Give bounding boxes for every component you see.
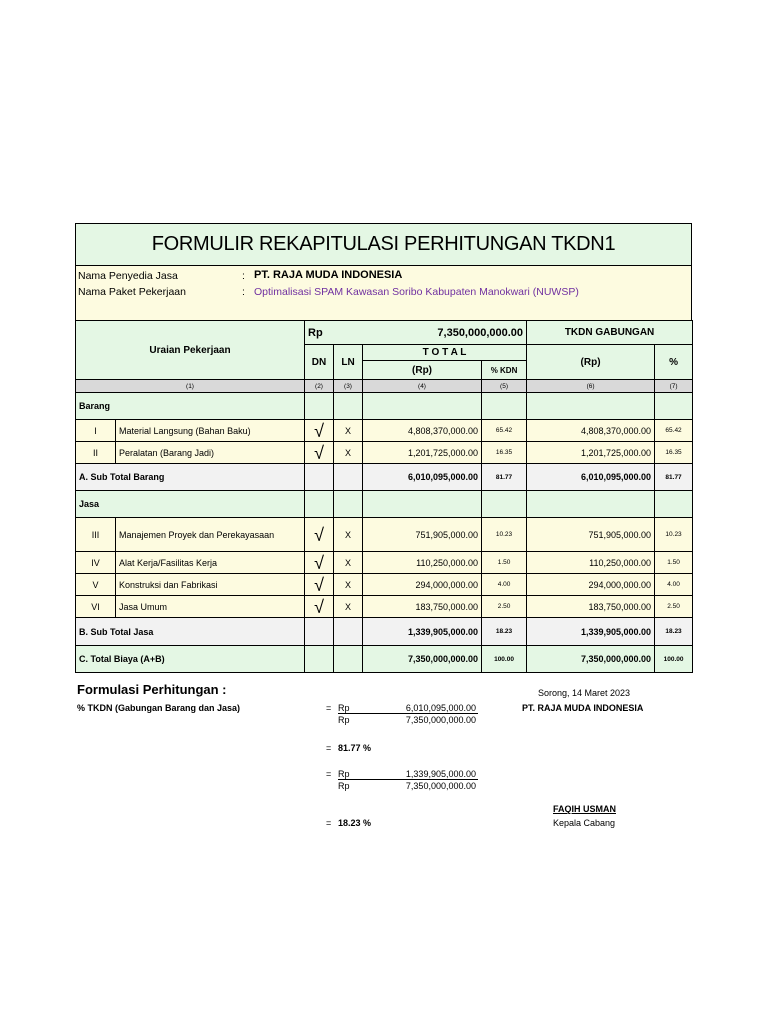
- formula-eq-2: =: [326, 743, 332, 753]
- formula-eq-3: =: [326, 769, 332, 779]
- row-total: 751,905,000.00: [363, 518, 482, 552]
- formula-num-2-line: [338, 769, 478, 780]
- row-name: Konstruksi dan Fabrikasi: [116, 574, 305, 596]
- subtotal-barang-kdn: 81.77: [482, 464, 527, 491]
- col-num-7: (7): [655, 380, 693, 393]
- header-total: T O T A L: [363, 345, 527, 361]
- col-num-4: (4): [363, 380, 482, 393]
- row-kdn: 10.23: [482, 518, 527, 552]
- package-colon: :: [242, 286, 245, 298]
- formula-num-1: 6,010,095,000.00: [405, 703, 476, 713]
- formula-eq-4: =: [326, 818, 332, 828]
- grand-total-label: C. Total Biaya (A+B): [76, 646, 305, 673]
- row-total: 1,201,725,000.00: [363, 442, 482, 464]
- tkdn-table: [75, 320, 693, 673]
- package-value: Optimalisasi SPAM Kawasan Soribo Kabupaten Manokwari (NUWSP): [254, 286, 579, 298]
- col-num-1: (1): [76, 380, 305, 393]
- formula-heading: Formulasi Perhitungan :: [77, 682, 227, 697]
- formula-den-2: 7,350,000,000.00: [405, 781, 476, 791]
- subtotal-jasa-row: [76, 618, 693, 646]
- grand-total-kdn: 100.00: [482, 646, 527, 673]
- subtotal-barang-row: [76, 464, 693, 491]
- check-icon: √: [305, 442, 334, 464]
- row-kdn: 2.50: [482, 596, 527, 618]
- row-ln: X: [334, 596, 363, 618]
- formula-rp: Rp: [338, 715, 350, 725]
- table-row: [76, 574, 693, 596]
- formula-num-2: 1,339,905,000.00: [405, 769, 476, 779]
- row-kdn: 16.35: [482, 442, 527, 464]
- header-kdn: % KDN: [482, 361, 527, 380]
- check-icon: √: [305, 552, 334, 574]
- col-num-2: (2): [305, 380, 334, 393]
- header-dn: DN: [305, 345, 334, 380]
- row-gab-pct: 16.35: [655, 442, 693, 464]
- col-num-5: (5): [482, 380, 527, 393]
- row-no: IV: [76, 552, 116, 574]
- col-num-6: (6): [527, 380, 655, 393]
- row-gab-rp: 751,905,000.00: [527, 518, 655, 552]
- col-num-3: (3): [334, 380, 363, 393]
- subtotal-jasa-gab-rp: 1,339,905,000.00: [527, 618, 655, 646]
- row-no: V: [76, 574, 116, 596]
- row-gab-pct: 1.50: [655, 552, 693, 574]
- signature-company: PT. RAJA MUDA INDONESIA: [522, 703, 644, 713]
- row-gab-rp: 183,750,000.00: [527, 596, 655, 618]
- info-section: [75, 265, 692, 320]
- header-rp: Rp: [305, 321, 334, 345]
- header-gab-pct: %: [655, 345, 693, 380]
- provider-value: PT. RAJA MUDA INDONESIA: [254, 269, 403, 281]
- formula-res-2: 18.23 %: [338, 818, 372, 828]
- row-kdn: 65.42: [482, 420, 527, 442]
- row-total: 294,000,000.00: [363, 574, 482, 596]
- section-barang: Barang: [76, 393, 305, 420]
- row-gab-pct: 4.00: [655, 574, 693, 596]
- row-gab-rp: 1,201,725,000.00: [527, 442, 655, 464]
- row-total: 183,750,000.00: [363, 596, 482, 618]
- signature-position: Kepala Cabang: [553, 818, 616, 828]
- formula-num-1-line: [338, 703, 478, 714]
- table-row: [76, 420, 693, 442]
- row-gab-rp: 294,000,000.00: [527, 574, 655, 596]
- subtotal-jasa-label: B. Sub Total Jasa: [76, 618, 305, 646]
- row-name: Peralatan (Barang Jadi): [116, 442, 305, 464]
- header-tkdn-gabungan: TKDN GABUNGAN: [527, 321, 693, 345]
- header-uraian: Uraian Pekerjaan: [76, 321, 305, 380]
- row-no: II: [76, 442, 116, 464]
- check-icon: √: [305, 420, 334, 442]
- row-name: Alat Kerja/Fasilitas Kerja: [116, 552, 305, 574]
- formula-rp: Rp: [338, 769, 350, 779]
- grand-total-gab-rp: 7,350,000,000.00: [527, 646, 655, 673]
- provider-colon: :: [242, 270, 245, 282]
- header-rp-total: 7,350,000,000.00: [334, 321, 527, 345]
- check-icon: √: [305, 518, 334, 552]
- table-row: [76, 518, 693, 552]
- formula-rp: Rp: [338, 781, 350, 791]
- row-name: Material Langsung (Bahan Baku): [116, 420, 305, 442]
- subtotal-jasa-total: 1,339,905,000.00: [363, 618, 482, 646]
- section-jasa: Jasa: [76, 491, 305, 518]
- row-gab-rp: 4,808,370,000.00: [527, 420, 655, 442]
- provider-label: Nama Penyedia Jasa: [78, 270, 178, 282]
- package-label: Nama Paket Pekerjaan: [78, 286, 186, 298]
- check-icon: √: [305, 574, 334, 596]
- signature-place-date: Sorong, 14 Maret 2023: [538, 688, 631, 698]
- table-row: [76, 442, 693, 464]
- signature-name: FAQIH USMAN: [553, 804, 616, 814]
- formula-rp: Rp: [338, 703, 350, 713]
- row-ln: X: [334, 442, 363, 464]
- tkdn-form: [75, 223, 692, 673]
- row-kdn: 4.00: [482, 574, 527, 596]
- header-gab-rp: (Rp): [527, 345, 655, 380]
- formula-eq-1: =: [326, 703, 332, 713]
- subtotal-jasa-kdn: 18.23: [482, 618, 527, 646]
- formula-den-1-line: [338, 715, 478, 725]
- row-gab-pct: 2.50: [655, 596, 693, 618]
- subtotal-jasa-gab-pct: 18.23: [655, 618, 693, 646]
- row-ln: X: [334, 420, 363, 442]
- subtotal-barang-total: 6,010,095,000.00: [363, 464, 482, 491]
- table-row: [76, 596, 693, 618]
- row-total: 110,250,000.00: [363, 552, 482, 574]
- subtotal-barang-gab-rp: 6,010,095,000.00: [527, 464, 655, 491]
- row-name: Jasa Umum: [116, 596, 305, 618]
- row-ln: X: [334, 574, 363, 596]
- subtotal-barang-gab-pct: 81.77: [655, 464, 693, 491]
- row-no: III: [76, 518, 116, 552]
- form-title: FORMULIR REKAPITULASI PERHITUNGAN TKDN1: [75, 223, 692, 265]
- row-name: Manajemen Proyek dan Perekayasaan: [116, 518, 305, 552]
- grand-total-row: [76, 646, 693, 673]
- formula-section: [75, 680, 692, 840]
- header-total-rp: (Rp): [363, 361, 482, 380]
- row-ln: X: [334, 518, 363, 552]
- formula-den-1: 7,350,000,000.00: [405, 715, 476, 725]
- formula-res-1: 81.77 %: [338, 743, 372, 753]
- header-ln: LN: [334, 345, 363, 380]
- formula-den-2-line: [338, 781, 478, 791]
- formula-label: % TKDN (Gabungan Barang dan Jasa): [77, 703, 241, 713]
- row-no: VI: [76, 596, 116, 618]
- row-kdn: 1.50: [482, 552, 527, 574]
- subtotal-barang-label: A. Sub Total Barang: [76, 464, 305, 491]
- row-gab-pct: 65.42: [655, 420, 693, 442]
- check-icon: √: [305, 596, 334, 618]
- row-total: 4,808,370,000.00: [363, 420, 482, 442]
- grand-total-total: 7,350,000,000.00: [363, 646, 482, 673]
- table-row: [76, 552, 693, 574]
- row-no: I: [76, 420, 116, 442]
- row-ln: X: [334, 552, 363, 574]
- row-gab-rp: 110,250,000.00: [527, 552, 655, 574]
- grand-total-gab-pct: 100.00: [655, 646, 693, 673]
- row-gab-pct: 10.23: [655, 518, 693, 552]
